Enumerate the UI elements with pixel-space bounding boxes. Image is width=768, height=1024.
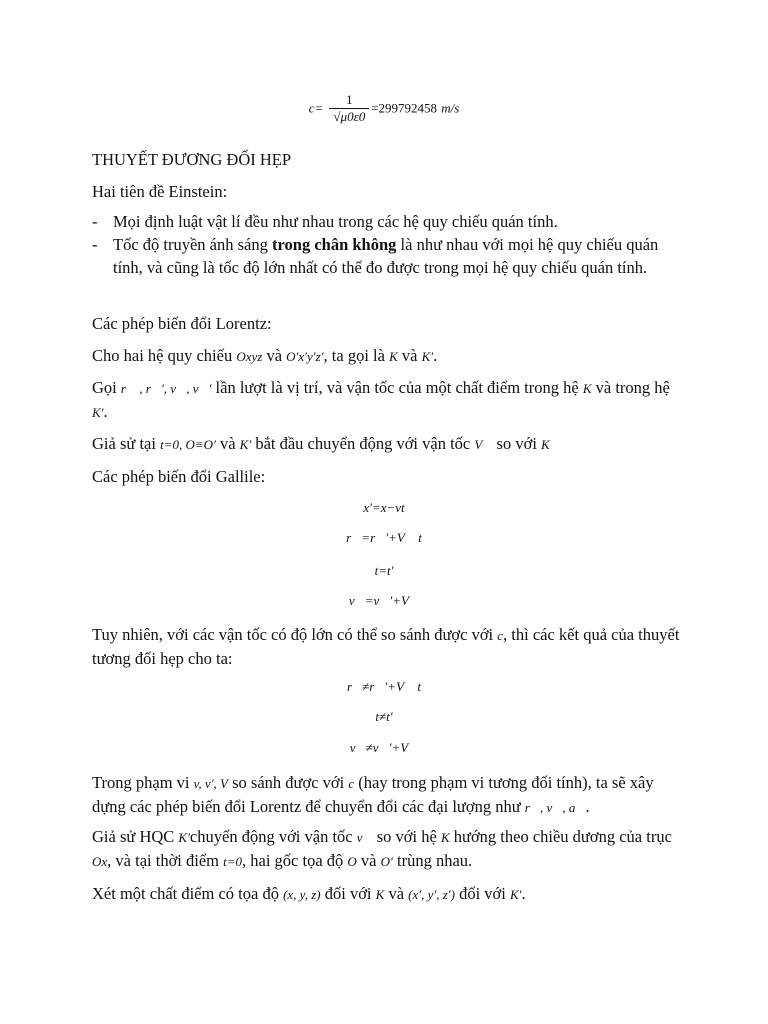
math: (x, y, z) — [283, 887, 321, 902]
text: so với hệ — [372, 827, 441, 846]
text: , và tại thời điểm — [107, 851, 224, 870]
text: và — [384, 884, 409, 903]
text: và — [262, 346, 287, 365]
math: v, v′, V — [193, 776, 228, 791]
text: trùng nhau. — [392, 851, 473, 870]
text: , hai gốc tọa độ — [242, 851, 348, 870]
paragraph-scope — [92, 771, 682, 819]
math: K — [582, 381, 592, 396]
eq-denominator: √μ0ε0 — [333, 109, 366, 124]
galile-title: Các phép biến đổi Gallile: — [92, 467, 266, 486]
math: r⃗, v⃗, a⃗ — [524, 800, 586, 815]
galile-equation: x′=x−vt — [363, 500, 405, 515]
paragraph-assumption — [92, 432, 682, 456]
text: Cho hai hệ quy chiếu — [92, 346, 237, 365]
text: so với — [492, 434, 542, 453]
math: K′ — [239, 437, 252, 452]
text: . — [521, 884, 526, 903]
bullet-dash: - — [92, 212, 98, 231]
math: r⃗ , r⃗′, v⃗, v⃗′ — [120, 381, 212, 396]
text: Trong phạm vi — [92, 773, 194, 792]
text: và — [397, 346, 422, 365]
eq-unit: m/s — [441, 100, 460, 116]
math: K — [375, 887, 385, 902]
text: và — [356, 851, 381, 870]
math: O′x′y′z′ — [286, 349, 324, 364]
galile-equation: v⃗=v⃗′+V⃗ — [348, 593, 420, 608]
list-item — [92, 233, 682, 279]
math: K′ — [421, 349, 434, 364]
list-item — [92, 210, 682, 233]
relativity-equation: v⃗≠v⃗′+V⃗ — [349, 740, 419, 755]
text: . — [585, 797, 590, 816]
math: Oxyz — [236, 349, 263, 364]
postulates-title: Hai tiên đề Einstein: — [92, 182, 228, 201]
text: Giả sử HQC — [92, 827, 179, 846]
math: O — [347, 854, 357, 869]
text: Xét một chất điểm có tọa độ — [92, 884, 284, 903]
paragraph-coordinates — [92, 882, 682, 906]
lorentz-title: Các phép biến đổi Lorentz: — [92, 314, 272, 333]
eq-lhs: c — [308, 100, 315, 116]
math: V⃗ — [474, 437, 493, 452]
math: K — [541, 437, 550, 452]
text: Giả sử tại — [92, 434, 161, 453]
text: Tuy nhiên, với các vận tốc có độ lớn có thể so sánh được với — [92, 625, 498, 644]
text: so sánh được với — [228, 773, 349, 792]
math: (x′, y′, z′) — [408, 887, 455, 902]
relativity-equation: t≠t′ — [375, 709, 393, 724]
paragraph-relativity-note — [92, 623, 682, 670]
paragraph-position-velocity — [92, 376, 682, 424]
math: Ox — [92, 854, 108, 869]
text: , thì các kết quả của thuyết tương đối hẹp cho ta: — [92, 625, 680, 668]
math: K′ — [92, 405, 104, 420]
text: Gọi — [92, 378, 121, 397]
text: và trong hệ — [591, 378, 670, 397]
math: c — [348, 776, 355, 791]
text: đối với — [320, 884, 376, 903]
eq-fraction — [329, 92, 369, 125]
text: đối với — [454, 884, 510, 903]
text: chuyển động với vận tốc — [189, 827, 357, 846]
text: hướng theo chiều dương của trục — [449, 827, 672, 846]
eq-numerator: 1 — [329, 92, 369, 109]
bullet-text: Mọi định luật vật lí đều như nhau trong các hệ quy chiếu quán tính. — [113, 212, 558, 231]
math: t=0 — [223, 854, 243, 869]
bullet-text — [113, 233, 682, 279]
relativity-equation: r⃗≠r⃗′+V⃗ t — [346, 679, 421, 694]
math: t=0, O≡O′ — [160, 437, 216, 452]
speed-of-light-equation: c= $\frac{1}{√\mu 0\varepsilon 0}$ =299792458 m/s — [308, 92, 460, 124]
math: K — [440, 830, 450, 845]
paragraph-reference-frames — [92, 344, 682, 368]
bullet-text-part: Tốc độ truyền ánh sáng — [113, 235, 272, 254]
math: K′ — [509, 887, 522, 902]
math: K′ — [178, 830, 190, 845]
math: K — [389, 349, 398, 364]
text: lần lượt là vị trí, và vận tốc của một chất điểm trong hệ — [211, 378, 583, 397]
text: (hay trong phạm vi tương đối tính), ta sẽ xây dựng các phép biến đổi Lorentz để chuyển đổi các đại lượng như — [92, 773, 654, 816]
eq-rhs: =299792458 — [371, 100, 438, 116]
bullet-text-part: là như nhau với mọi hệ quy chiếu quán tính, và cũng là tốc độ lớn nhất có thể đo được trong mọi hệ quy chiếu quán tính. — [113, 235, 659, 277]
math: v⃗ — [356, 830, 373, 845]
bullet-dash: - — [92, 235, 98, 254]
galile-equation: t=t′ — [374, 563, 394, 578]
text: . — [103, 402, 108, 421]
math: O′ — [380, 854, 393, 869]
text: , ta gọi là — [323, 346, 390, 365]
postulates-list — [92, 210, 682, 279]
text: bắt đầu chuyển động với vận tốc — [251, 434, 475, 453]
text: . — [433, 346, 438, 365]
galile-equation: r⃗=r⃗′+V⃗ t — [346, 530, 422, 545]
math: c — [497, 628, 504, 643]
section-heading: THUYẾT ĐƯƠNG ĐỐI HẸP — [92, 150, 292, 169]
text: và — [215, 434, 240, 453]
paragraph-frame-motion — [92, 825, 682, 873]
bullet-bold-text: trong chân không — [272, 235, 397, 254]
